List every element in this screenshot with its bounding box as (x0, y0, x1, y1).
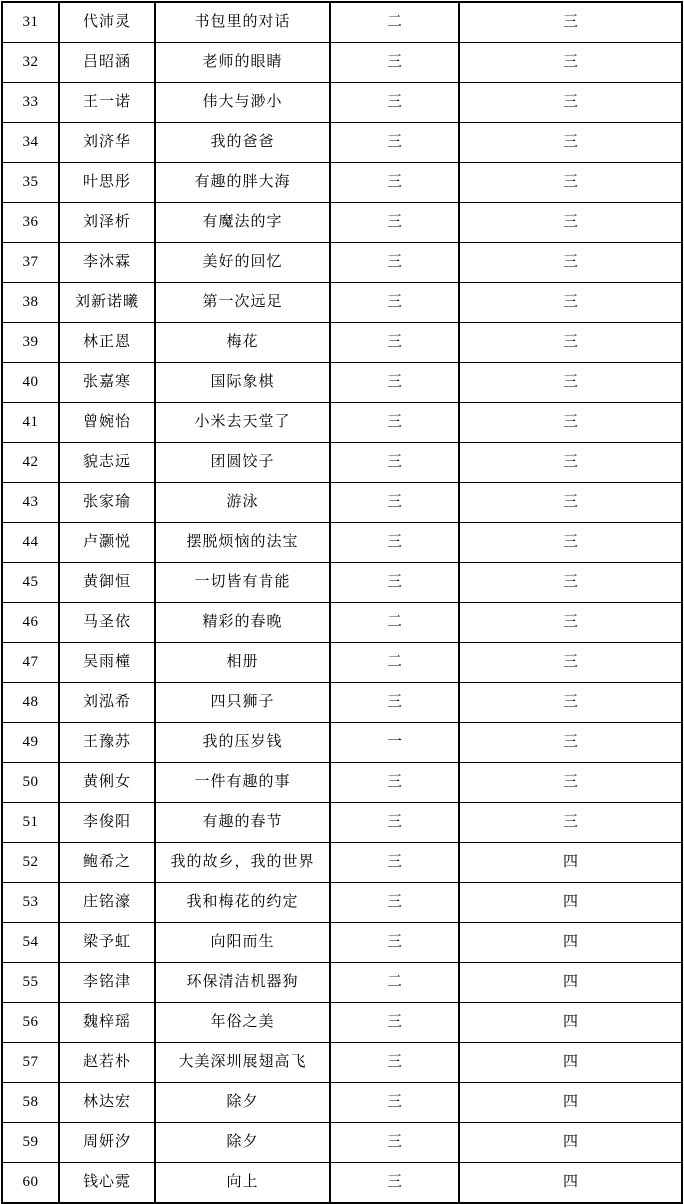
cell-student-name: 叶思彤 (59, 163, 155, 203)
cell-work-title: 国际象棋 (155, 363, 330, 403)
cell-column4-value: 三 (330, 1043, 459, 1083)
cell-student-name: 李沐霖 (59, 243, 155, 283)
cell-column5-value: 三 (459, 403, 682, 443)
cell-row-number: 37 (2, 243, 59, 283)
cell-work-title: 大美深圳展翅高飞 (155, 1043, 330, 1083)
cell-column4-value: 三 (330, 363, 459, 403)
cell-row-number: 34 (2, 123, 59, 163)
table-row (2, 1123, 682, 1163)
cell-column4-value: 二 (330, 643, 459, 683)
cell-work-title: 有趣的春节 (155, 803, 330, 843)
cell-column5-value: 三 (459, 763, 682, 803)
cell-row-number: 60 (2, 1163, 59, 1204)
table-row (2, 1163, 682, 1204)
cell-student-name: 马圣依 (59, 603, 155, 643)
cell-row-number: 54 (2, 923, 59, 963)
cell-column4-value: 三 (330, 123, 459, 163)
cell-student-name: 卢灏悦 (59, 523, 155, 563)
table-row (2, 763, 682, 803)
cell-student-name: 林正恩 (59, 323, 155, 363)
cell-student-name: 刘新诺曦 (59, 283, 155, 323)
cell-row-number: 57 (2, 1043, 59, 1083)
cell-column4-value: 三 (330, 843, 459, 883)
cell-column5-value: 三 (459, 723, 682, 763)
table-row (2, 843, 682, 883)
cell-student-name: 刘泓希 (59, 683, 155, 723)
cell-work-title: 年俗之美 (155, 1003, 330, 1043)
cell-work-title: 第一次远足 (155, 283, 330, 323)
cell-column4-value: 三 (330, 563, 459, 603)
cell-work-title: 环保清洁机器狗 (155, 963, 330, 1003)
cell-student-name: 周妍汐 (59, 1123, 155, 1163)
cell-column4-value: 三 (330, 403, 459, 443)
cell-column5-value: 三 (459, 443, 682, 483)
table-row (2, 403, 682, 443)
cell-student-name: 魏梓瑶 (59, 1003, 155, 1043)
table-row (2, 83, 682, 123)
cell-column4-value: 三 (330, 763, 459, 803)
table-row (2, 723, 682, 763)
cell-column4-value: 三 (330, 1163, 459, 1204)
table-row (2, 963, 682, 1003)
cell-work-title: 我和梅花的约定 (155, 883, 330, 923)
cell-column5-value: 四 (459, 963, 682, 1003)
cell-column5-value: 三 (459, 683, 682, 723)
table-row (2, 483, 682, 523)
cell-column4-value: 二 (330, 2, 459, 43)
cell-row-number: 44 (2, 523, 59, 563)
cell-student-name: 张家瑜 (59, 483, 155, 523)
cell-work-title: 四只狮子 (155, 683, 330, 723)
cell-student-name: 庄铭濠 (59, 883, 155, 923)
cell-column4-value: 三 (330, 483, 459, 523)
cell-column4-value: 三 (330, 803, 459, 843)
cell-student-name: 黄御恒 (59, 563, 155, 603)
cell-column5-value: 三 (459, 163, 682, 203)
cell-work-title: 我的压岁钱 (155, 723, 330, 763)
table-row (2, 1083, 682, 1123)
cell-student-name: 梁予虹 (59, 923, 155, 963)
cell-student-name: 刘泽析 (59, 203, 155, 243)
cell-work-title: 老师的眼睛 (155, 43, 330, 83)
table-row (2, 43, 682, 83)
cell-column4-value: 三 (330, 683, 459, 723)
cell-column5-value: 三 (459, 323, 682, 363)
cell-column5-value: 三 (459, 283, 682, 323)
table-row (2, 643, 682, 683)
table-row (2, 923, 682, 963)
table-row (2, 603, 682, 643)
cell-student-name: 鲍希之 (59, 843, 155, 883)
cell-row-number: 59 (2, 1123, 59, 1163)
table-row (2, 803, 682, 843)
table-row (2, 363, 682, 403)
cell-column5-value: 三 (459, 243, 682, 283)
cell-column4-value: 三 (330, 323, 459, 363)
results-table (1, 1, 683, 1204)
cell-row-number: 43 (2, 483, 59, 523)
table-row (2, 123, 682, 163)
cell-row-number: 53 (2, 883, 59, 923)
cell-column4-value: 二 (330, 603, 459, 643)
cell-student-name: 钱心霓 (59, 1163, 155, 1204)
cell-column4-value: 三 (330, 923, 459, 963)
cell-column4-value: 三 (330, 1003, 459, 1043)
table-row (2, 243, 682, 283)
cell-work-title: 精彩的春晚 (155, 603, 330, 643)
cell-row-number: 51 (2, 803, 59, 843)
cell-work-title: 向阳而生 (155, 923, 330, 963)
cell-column5-value: 三 (459, 603, 682, 643)
cell-work-title: 书包里的对话 (155, 2, 330, 43)
cell-column5-value: 三 (459, 363, 682, 403)
cell-student-name: 吕昭涵 (59, 43, 155, 83)
cell-work-title: 摆脱烦恼的法宝 (155, 523, 330, 563)
cell-column4-value: 三 (330, 43, 459, 83)
cell-row-number: 56 (2, 1003, 59, 1043)
cell-work-title: 伟大与渺小 (155, 83, 330, 123)
table-body (2, 2, 682, 1203)
cell-column5-value: 三 (459, 43, 682, 83)
cell-student-name: 曾婉怡 (59, 403, 155, 443)
cell-student-name: 吴雨橦 (59, 643, 155, 683)
cell-column5-value: 三 (459, 2, 682, 43)
cell-column4-value: 三 (330, 883, 459, 923)
cell-row-number: 33 (2, 83, 59, 123)
cell-row-number: 35 (2, 163, 59, 203)
cell-student-name: 王一诺 (59, 83, 155, 123)
cell-row-number: 45 (2, 563, 59, 603)
cell-student-name: 貌志远 (59, 443, 155, 483)
cell-column4-value: 三 (330, 1083, 459, 1123)
cell-row-number: 42 (2, 443, 59, 483)
cell-work-title: 向上 (155, 1163, 330, 1204)
cell-student-name: 李铭津 (59, 963, 155, 1003)
cell-row-number: 48 (2, 683, 59, 723)
cell-work-title: 我的爸爸 (155, 123, 330, 163)
cell-column5-value: 三 (459, 203, 682, 243)
cell-column5-value: 四 (459, 1123, 682, 1163)
cell-work-title: 梅花 (155, 323, 330, 363)
cell-column4-value: 三 (330, 163, 459, 203)
table-row (2, 883, 682, 923)
cell-student-name: 王豫苏 (59, 723, 155, 763)
cell-row-number: 55 (2, 963, 59, 1003)
cell-row-number: 39 (2, 323, 59, 363)
cell-column5-value: 四 (459, 1043, 682, 1083)
cell-column5-value: 四 (459, 923, 682, 963)
cell-work-title: 我的故乡，我的世界 (155, 843, 330, 883)
cell-column4-value: 三 (330, 443, 459, 483)
table-row (2, 683, 682, 723)
cell-row-number: 49 (2, 723, 59, 763)
table-row (2, 523, 682, 563)
cell-column5-value: 三 (459, 483, 682, 523)
cell-work-title: 除夕 (155, 1083, 330, 1123)
cell-column4-value: 三 (330, 83, 459, 123)
cell-student-name: 李俊阳 (59, 803, 155, 843)
cell-work-title: 美好的回忆 (155, 243, 330, 283)
cell-column5-value: 四 (459, 883, 682, 923)
cell-work-title: 一件有趣的事 (155, 763, 330, 803)
cell-work-title: 有趣的胖大海 (155, 163, 330, 203)
cell-column5-value: 三 (459, 83, 682, 123)
cell-column5-value: 三 (459, 123, 682, 163)
cell-column5-value: 四 (459, 1083, 682, 1123)
cell-row-number: 58 (2, 1083, 59, 1123)
cell-work-title: 小米去天堂了 (155, 403, 330, 443)
cell-row-number: 32 (2, 43, 59, 83)
cell-work-title: 有魔法的字 (155, 203, 330, 243)
table-row (2, 2, 682, 43)
table-row (2, 203, 682, 243)
cell-work-title: 相册 (155, 643, 330, 683)
cell-column4-value: 三 (330, 283, 459, 323)
table-row (2, 1043, 682, 1083)
cell-column5-value: 四 (459, 1003, 682, 1043)
table-row (2, 163, 682, 203)
cell-row-number: 38 (2, 283, 59, 323)
cell-work-title: 除夕 (155, 1123, 330, 1163)
table-row (2, 323, 682, 363)
cell-column4-value: 二 (330, 963, 459, 1003)
cell-column5-value: 四 (459, 843, 682, 883)
cell-column4-value: 三 (330, 203, 459, 243)
page (0, 1, 684, 1202)
cell-work-title: 团圆饺子 (155, 443, 330, 483)
cell-row-number: 31 (2, 2, 59, 43)
cell-student-name: 刘济华 (59, 123, 155, 163)
table-row (2, 283, 682, 323)
cell-column5-value: 三 (459, 563, 682, 603)
table-row (2, 563, 682, 603)
cell-column5-value: 三 (459, 643, 682, 683)
cell-student-name: 赵若朴 (59, 1043, 155, 1083)
cell-column4-value: 三 (330, 1123, 459, 1163)
cell-row-number: 40 (2, 363, 59, 403)
cell-student-name: 张嘉寒 (59, 363, 155, 403)
cell-row-number: 46 (2, 603, 59, 643)
cell-work-title: 游泳 (155, 483, 330, 523)
cell-column4-value: 三 (330, 523, 459, 563)
cell-student-name: 黄俐女 (59, 763, 155, 803)
cell-row-number: 50 (2, 763, 59, 803)
cell-row-number: 52 (2, 843, 59, 883)
cell-row-number: 41 (2, 403, 59, 443)
cell-work-title: 一切皆有肯能 (155, 563, 330, 603)
cell-student-name: 代沛灵 (59, 2, 155, 43)
cell-row-number: 47 (2, 643, 59, 683)
cell-column5-value: 四 (459, 1163, 682, 1204)
cell-column4-value: 一 (330, 723, 459, 763)
cell-column5-value: 三 (459, 523, 682, 563)
table-row (2, 443, 682, 483)
cell-column5-value: 三 (459, 803, 682, 843)
cell-student-name: 林达宏 (59, 1083, 155, 1123)
cell-row-number: 36 (2, 203, 59, 243)
table-row (2, 1003, 682, 1043)
cell-column4-value: 三 (330, 243, 459, 283)
